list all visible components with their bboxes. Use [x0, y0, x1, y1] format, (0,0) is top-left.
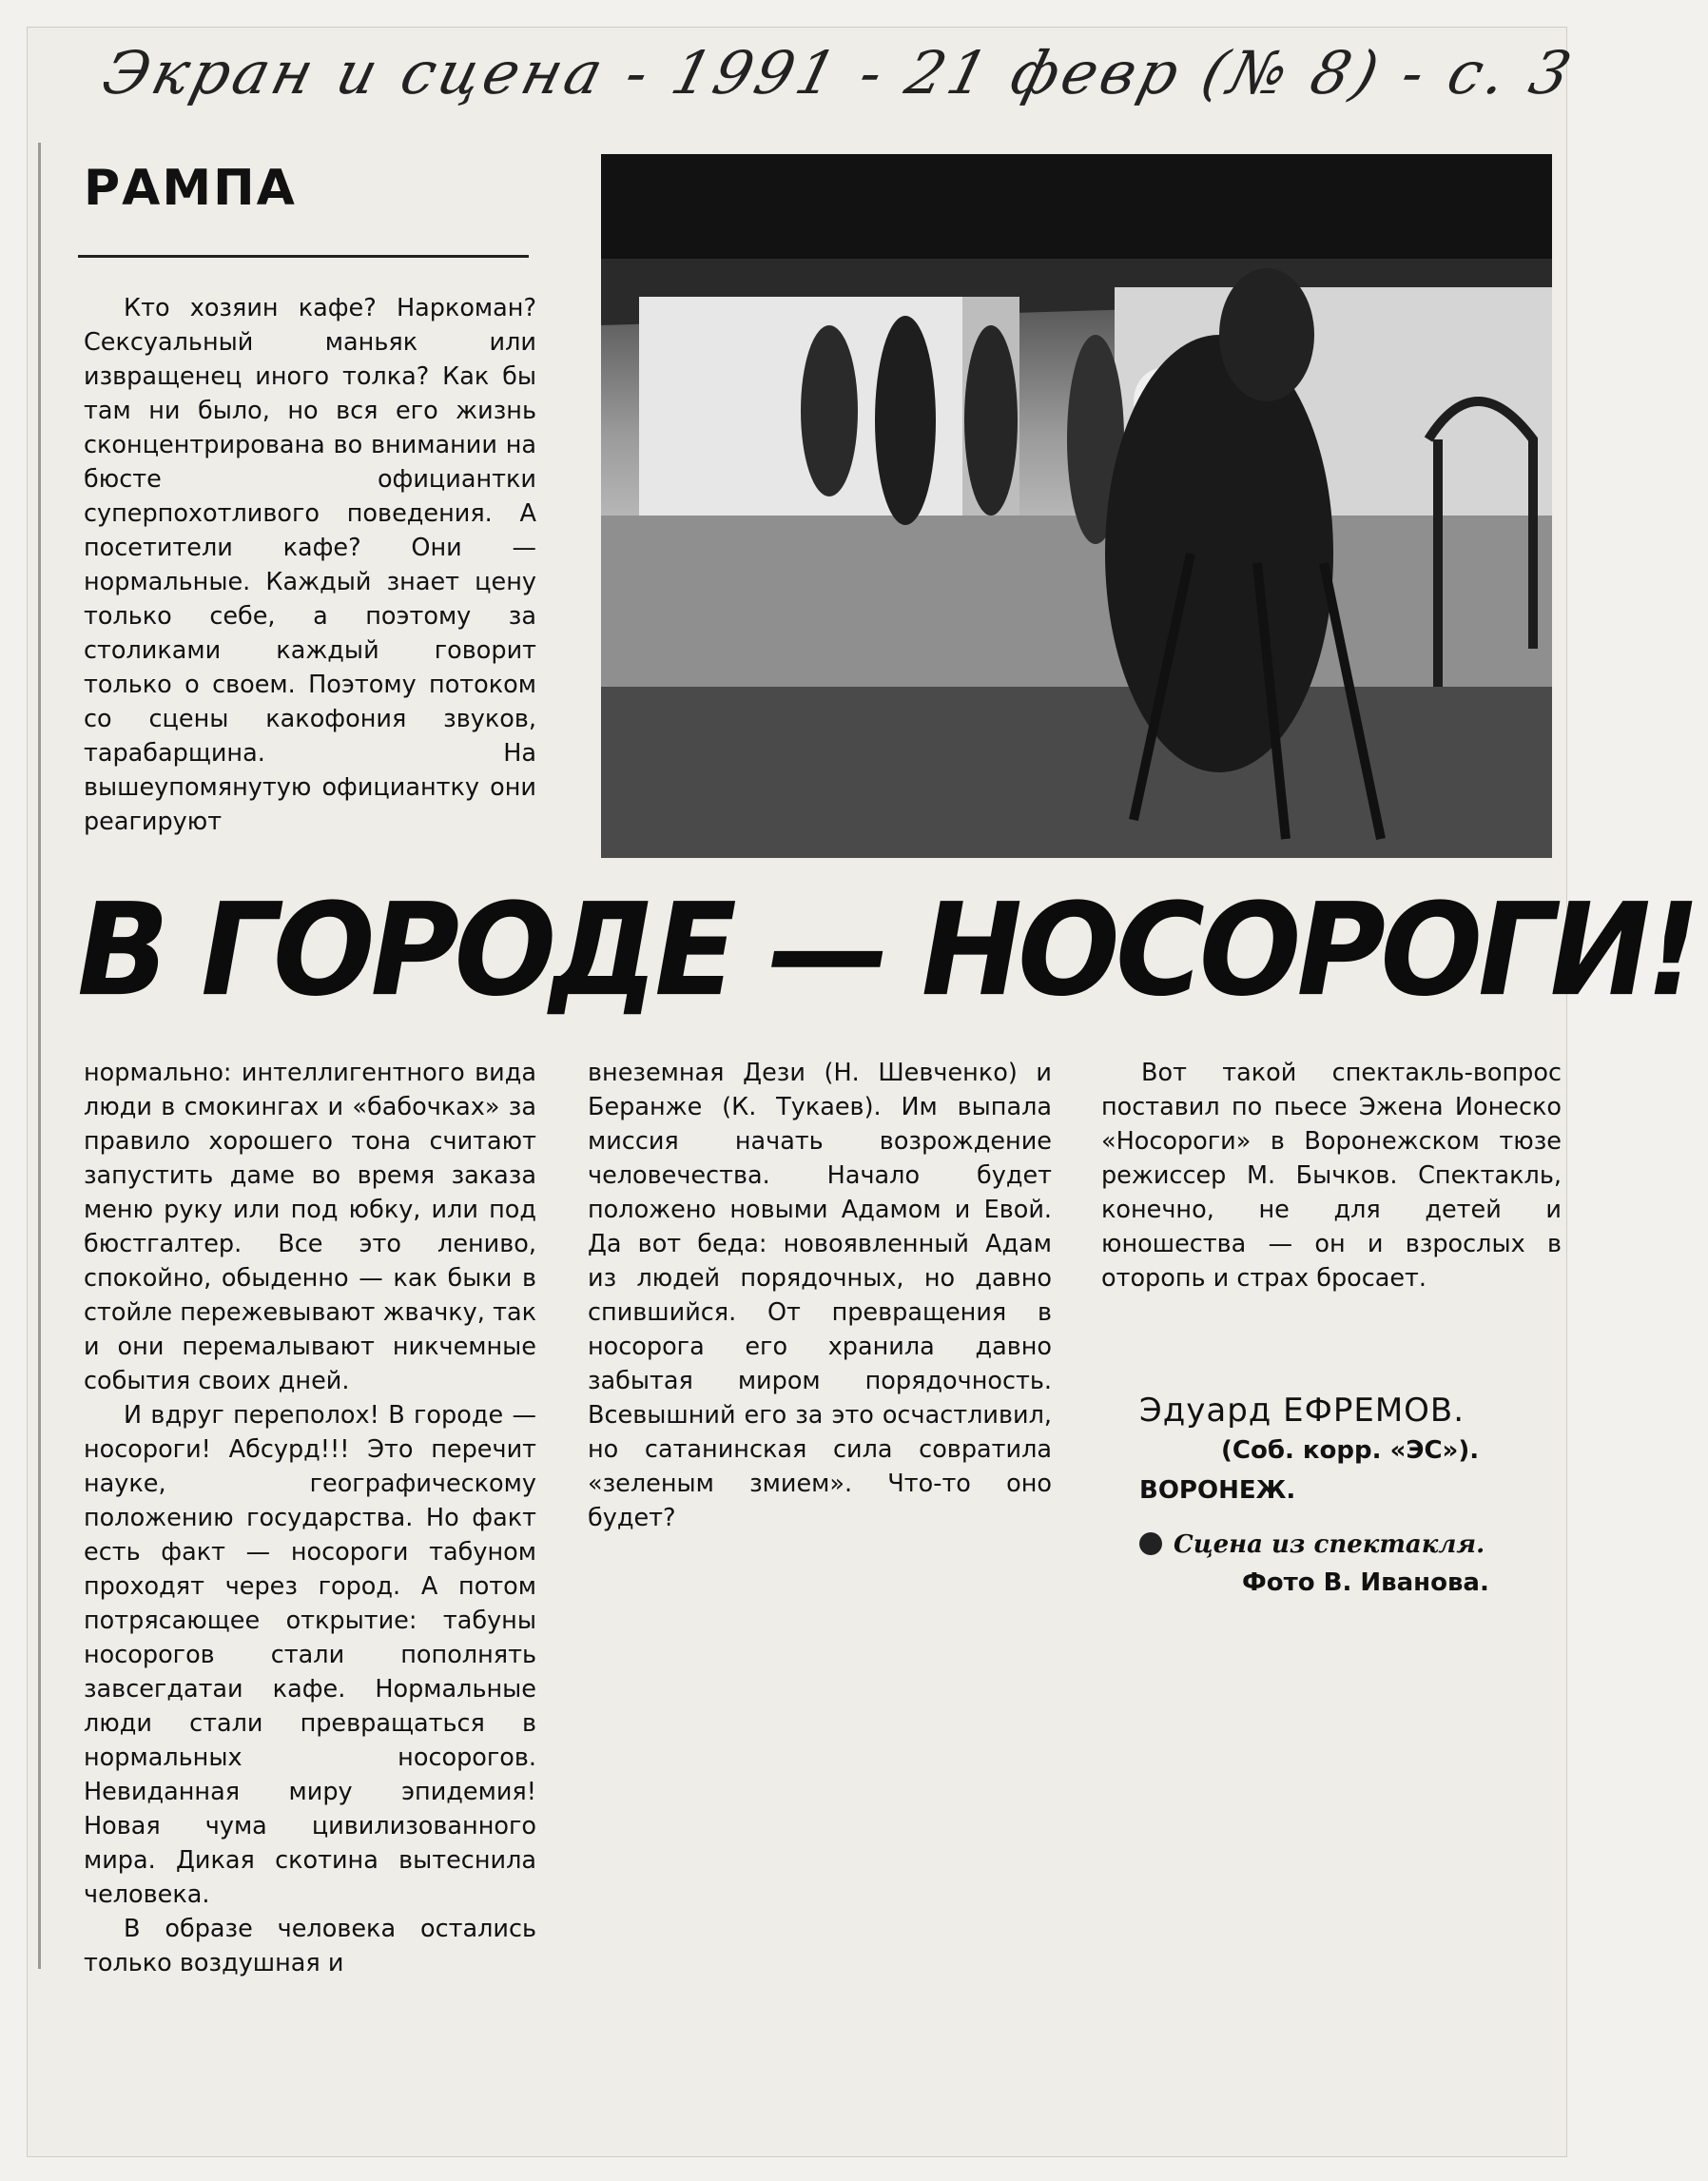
rubric-underline [78, 255, 529, 258]
caption-bullet-icon [1139, 1532, 1162, 1555]
article-column-4 [1101, 1056, 1562, 1295]
author-city: ВОРОНЕЖ. [1139, 1476, 1296, 1505]
rubric-label: РАМПА [84, 160, 297, 217]
article-column-3 [588, 1056, 1052, 1535]
photo-caption [1139, 1526, 1567, 1602]
article-paragraph: И вдруг переполох! В городе — носороги! Абсурд!!! Это перечит науке, географическому положению государства. Но факт есть факт — носороги табуном проходят через город. А потом потрясающее открытие: табуны носорогов стали пополнять завсегдатаи кафе. Нормальные люди стали превращаться в нормальных носорогов. Невиданная миру эпидемия! Новая чума цивилизованного мира. Дикая скотина вытеснила человека. [84, 1401, 536, 1909]
article-paragraph: нормально: интеллигентного вида люди в смокингах и «бабочках» за правило хорошего тона считают запустить даме во время заказа меню руку или под юбку, или под бюстгалтер. Все это лениво, спокойно, обыденно — как быки в стойле пережевывают жвачку, так и они перемалывают никчемные события своих дней. [84, 1059, 536, 1395]
handwritten-source-note: Экран и сцена - 1991 - 21 февр (№ 8) - с. 3 [95, 38, 1582, 107]
article-paragraph: Кто хозяин кафе? Наркоман? Сексуальный маньяк или извращенец иного толка? Как бы там ни было, но вся его жизнь сконцентрирована во внимании на бюсте официантки суперпохотливого поведения. А посетители кафе? Они — нормальные. Каждый знает цену только себе, а поэтому за столиками каждый говорит только о своем. Поэтому потоком со сцены какофония звуков, тарабарщина. На вышеупомянутую официантку они реагируют [84, 294, 536, 836]
photo-caption-text: Сцена из спектакля. [1174, 1530, 1485, 1559]
headline: В ГОРОДЕ — НОСОРОГИ! [63, 876, 1708, 1025]
stage-photo-illustration [601, 154, 1552, 858]
article-paragraph: Вот такой спектакль-вопрос поставил по пьесе Эжена Ионеско «Носороги» в Воронежском тюзе режиссер М. Бычков. Спектакль, конечно, не для детей и юношества — он и взрослых в оторопь и страх бросает. [1101, 1059, 1562, 1293]
photo-credit: Фото В. Иванова. [1242, 1568, 1489, 1597]
author-name: Эдуард ЕФРЕМОВ. [1139, 1392, 1465, 1430]
article-column-1 [84, 291, 536, 839]
clipping-edge-line [38, 143, 41, 1969]
byline [1139, 1391, 1567, 1510]
author-affiliation: (Соб. корр. «ЭС»). [1221, 1436, 1480, 1465]
article-paragraph: внеземная Дези (Н. Шевченко) и Беранже (К. Тукаев). Им выпала миссия начать возрождение человечества. Начало будет положено новыми Адамом и Евой. Да вот беда: новоявленный Адам из людей порядочных, но давно спившийся. От превращения в носорога его хранила давно забытая миром порядочность. Всевышний его за это осчастливил, но сатанинская сила совратила «зеленым змием». Что-то оно будет? [588, 1059, 1052, 1532]
article-column-2 [84, 1056, 536, 1980]
article-paragraph: В образе человека остались только воздушная и [84, 1915, 536, 1977]
stage-photo [601, 154, 1552, 858]
